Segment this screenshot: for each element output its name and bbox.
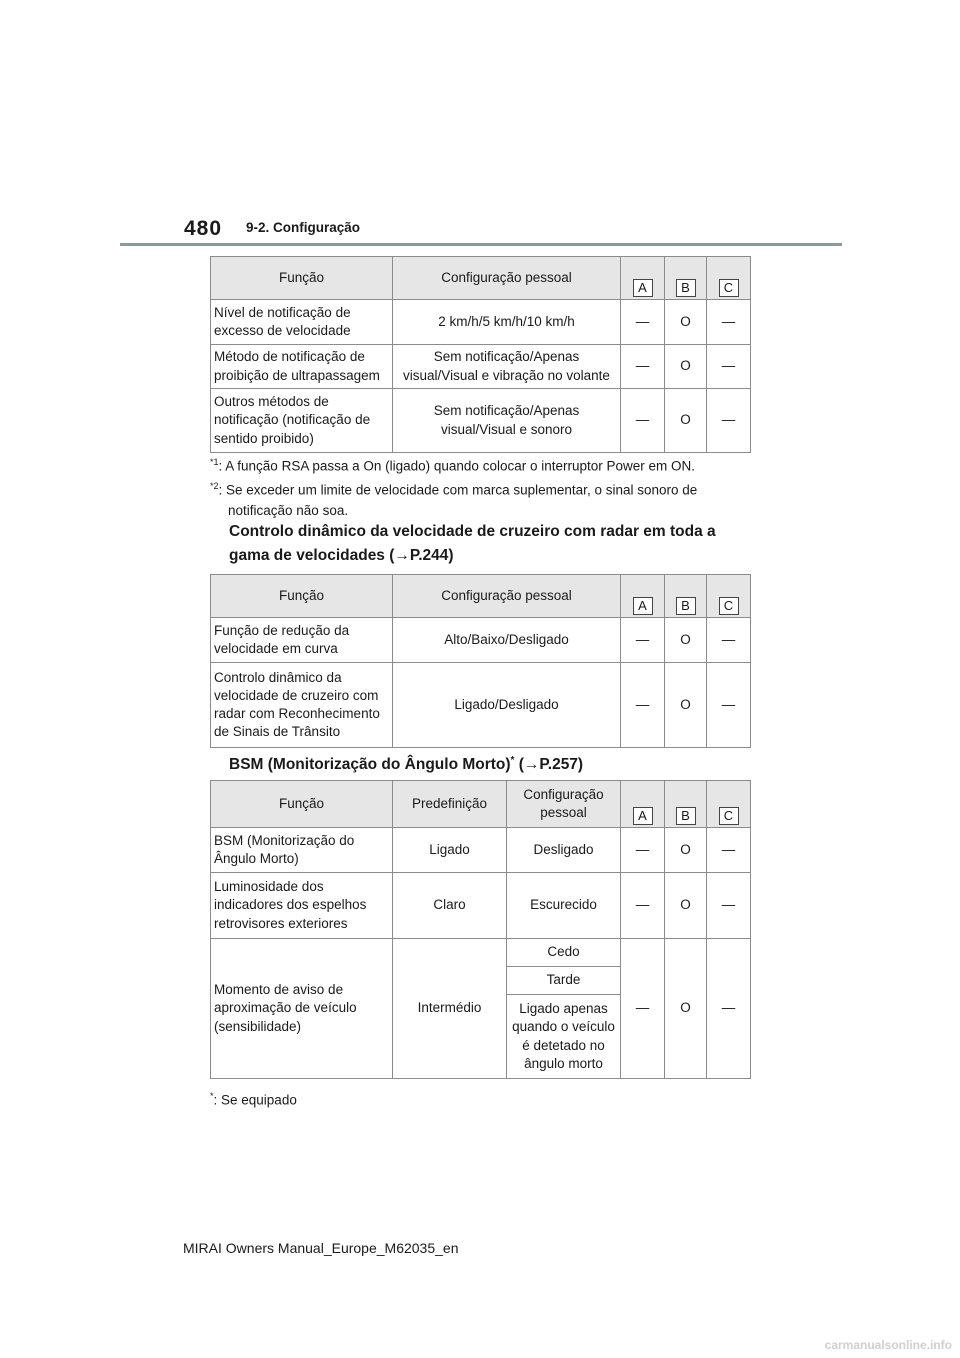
cell-a: — xyxy=(621,618,665,663)
equipped-footnote-mark: * xyxy=(210,1091,214,1101)
header-config: Configuração pessoal xyxy=(393,575,621,618)
cell-config: Escurecido xyxy=(507,873,621,939)
table-header-row xyxy=(211,257,751,300)
table-header-row xyxy=(211,781,751,828)
cell-funcao: Luminosidade dos indicadores dos espelhos retrovisores exteriores xyxy=(211,873,393,939)
cell-b: O xyxy=(665,345,707,389)
cell-c: — xyxy=(707,300,751,345)
cell-config-option: Tarde xyxy=(507,967,621,995)
cell-c: — xyxy=(707,345,751,389)
cell-a: — xyxy=(621,939,665,1079)
section-heading-acc xyxy=(229,520,716,568)
section-heading-bsm-ref: (→P.257) xyxy=(514,756,584,774)
col-a-icon: A xyxy=(633,597,653,615)
cell-c: — xyxy=(707,663,751,748)
col-a-icon: A xyxy=(633,807,653,825)
cell-a: — xyxy=(621,345,665,389)
col-c-icon: C xyxy=(719,279,739,297)
cell-funcao: BSM (Monitorização do Ângulo Morto) xyxy=(211,828,393,873)
cell-a: — xyxy=(621,300,665,345)
footnote-2 xyxy=(210,476,697,521)
col-b-icon: B xyxy=(676,597,696,615)
footnote-2-text-cont: notificação não soa. xyxy=(228,502,349,518)
cell-c: — xyxy=(707,939,751,1079)
table-row xyxy=(211,939,751,967)
cell-funcao: Momento de aviso de aproximação de veículo (sensibilidade) xyxy=(211,939,393,1079)
cell-c: — xyxy=(707,618,751,663)
cell-config: 2 km/h/5 km/h/10 km/h xyxy=(393,300,621,345)
header-c xyxy=(707,257,751,300)
watermark: carmanualsonline.info xyxy=(824,1338,952,1352)
col-b-icon: B xyxy=(676,279,696,297)
cell-a: — xyxy=(621,663,665,748)
header-divider xyxy=(120,243,842,246)
cell-config: Ligado/Desligado xyxy=(393,663,621,748)
header-b xyxy=(665,575,707,618)
cell-b: O xyxy=(665,828,707,873)
header-a xyxy=(621,575,665,618)
header-b xyxy=(665,781,707,828)
cell-a: — xyxy=(621,873,665,939)
cell-c: — xyxy=(707,389,751,453)
header-a xyxy=(621,781,665,828)
cell-funcao: Função de redução da velocidade em curva xyxy=(211,618,393,663)
col-a-icon: A xyxy=(633,279,653,297)
footnote-1 xyxy=(210,452,695,477)
footnote-1-mark: *1 xyxy=(210,457,219,467)
cell-config-option: Cedo xyxy=(507,939,621,967)
footnote-2-mark: *2 xyxy=(210,481,219,491)
header-c xyxy=(707,575,751,618)
table-row xyxy=(211,389,751,453)
header-config: Configuração pessoal xyxy=(393,257,621,300)
cell-c: — xyxy=(707,828,751,873)
cell-config-option: Ligado apenas quando o veículo é detetado no ângulo morto xyxy=(507,995,621,1079)
header-config: Configuração pessoal xyxy=(507,781,621,828)
footer-text: MIRAI Owners Manual_Europe_M62035_en xyxy=(183,1240,459,1256)
cell-b: O xyxy=(665,663,707,748)
cell-config: Alto/Baixo/Desligado xyxy=(393,618,621,663)
bsm-table xyxy=(210,780,751,1079)
table-header-row xyxy=(211,575,751,618)
table-row xyxy=(211,828,751,873)
header-funcao: Função xyxy=(211,781,393,828)
footnote-1-text: : A função RSA passa a On (ligado) quando colocar o interruptor Power em ON. xyxy=(218,458,696,474)
cell-config: Sem notificação/Apenas visual/Visual e sonoro xyxy=(393,389,621,453)
table-row xyxy=(211,345,751,389)
header-c xyxy=(707,781,751,828)
section-heading-bsm xyxy=(229,749,583,777)
header-predef: Predefinição xyxy=(393,781,507,828)
cell-funcao: Outros métodos de notificação (notificação de sentido proibido) xyxy=(211,389,393,453)
footnote-2-text: : Se exceder um limite de velocidade com marca suplementar, o sinal sonoro de xyxy=(218,482,698,498)
header-funcao: Função xyxy=(211,575,393,618)
header-b xyxy=(665,257,707,300)
cruise-control-table xyxy=(210,574,751,748)
cell-b: O xyxy=(665,300,707,345)
cell-predef: Intermédio xyxy=(393,939,507,1079)
cell-b: O xyxy=(665,618,707,663)
col-c-icon: C xyxy=(719,597,739,615)
section-title: 9-2. Configuração xyxy=(246,220,361,235)
cell-funcao: Controlo dinâmico da velocidade de cruzeiro com radar com Reconhecimento de Sinais de Trânsito xyxy=(211,663,393,748)
cell-config: Desligado xyxy=(507,828,621,873)
section-heading-line2: gama de velocidades (→P.244) xyxy=(229,547,454,564)
header-a xyxy=(621,257,665,300)
header-funcao: Função xyxy=(211,257,393,300)
equipped-mark: * xyxy=(510,755,515,766)
table-row xyxy=(211,618,751,663)
page-number: 480 xyxy=(184,217,223,240)
cell-b: O xyxy=(665,873,707,939)
cell-b: O xyxy=(665,939,707,1079)
cell-a: — xyxy=(621,828,665,873)
table-row xyxy=(211,300,751,345)
table-row xyxy=(211,663,751,748)
col-c-icon: C xyxy=(719,807,739,825)
cell-funcao: Método de notificação de proibição de ultrapassagem xyxy=(211,345,393,389)
table-row xyxy=(211,873,751,939)
cell-funcao: Nível de notificação de excesso de velocidade xyxy=(211,300,393,345)
cell-predef: Claro xyxy=(393,873,507,939)
notification-settings-table xyxy=(210,256,751,453)
section-heading-line1: Controlo dinâmico da velocidade de cruzeiro com radar em toda a xyxy=(229,523,716,540)
col-b-icon: B xyxy=(676,807,696,825)
equipped-footnote xyxy=(210,1086,297,1111)
cell-a: — xyxy=(621,389,665,453)
equipped-footnote-text: : Se equipado xyxy=(213,1092,297,1108)
section-heading-bsm-title: BSM (Monitorização do Ângulo Morto) xyxy=(229,756,511,774)
cell-predef: Ligado xyxy=(393,828,507,873)
cell-b: O xyxy=(665,389,707,453)
cell-config: Sem notificação/Apenas visual/Visual e vibração no volante xyxy=(393,345,621,389)
cell-c: — xyxy=(707,873,751,939)
